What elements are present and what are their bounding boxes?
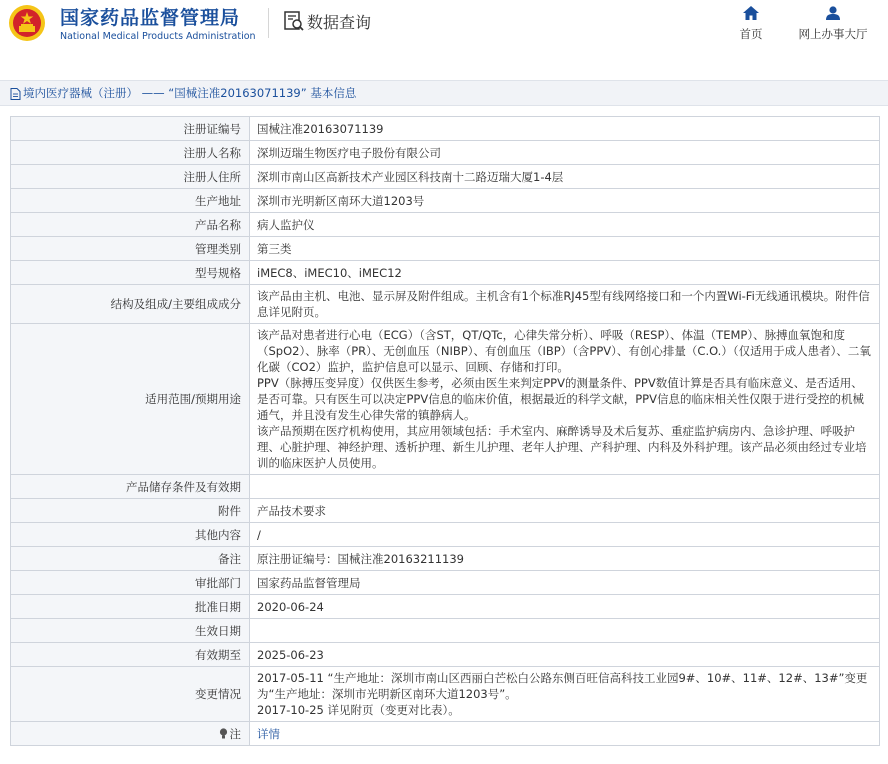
table-row [11, 117, 880, 141]
field-label-cell [11, 523, 250, 547]
field-label: 批准日期 [195, 599, 241, 614]
field-label: 附件 [218, 503, 241, 518]
table-row [11, 213, 880, 237]
home-icon [743, 6, 759, 20]
field-label-cell [11, 285, 250, 324]
field-label-cell [11, 117, 250, 141]
field-value-cell [250, 261, 880, 285]
field-value-paragraph: 该产品预期在医疗机构使用，其应用领域包括：手术室内、麻醉诱导及术后复苏、重症监护病房内、急诊护理、呼吸护理、心脏护理、神经护理、透析护理、新生儿护理、老年人护理、产科护理、内科及外科护理。该产品必须由经过专业培训的临床医护人员使用。 [257, 424, 867, 470]
site-logo-subtitle: National Medical Products Administration [60, 31, 256, 42]
table-row [11, 722, 880, 746]
field-label-cell [11, 595, 250, 619]
breadcrumb-text: 境内医疗器械（注册） —— “国械注准20163071139” 基本信息 [23, 86, 357, 100]
field-label: 适用范围/预期用途 [145, 392, 241, 406]
field-label: 审批部门 [195, 575, 241, 590]
field-label-cell [11, 475, 250, 499]
field-value-cell [250, 523, 880, 547]
field-value-cell [250, 165, 880, 189]
field-label-cell [11, 667, 250, 722]
field-value-cell [250, 475, 880, 499]
table-row [11, 189, 880, 213]
field-label: 备注 [218, 551, 241, 566]
field-value-paragraph: 2017-10-25 详见附页（变更对比表）。 [257, 703, 460, 717]
field-label-cell [11, 722, 250, 746]
field-value: iMEC8、iMEC10、iMEC12 [257, 265, 402, 280]
field-label: 结构及组成/主要组成成分 [110, 297, 241, 311]
field-label: 有效期至 [195, 647, 241, 662]
field-value: 原注册证编号：国械注准20163211139 [257, 551, 464, 566]
field-value-paragraph: 该产品对患者进行心电（ECG）（含ST，QT/QTc，心律失常分析）、呼吸（RESP）、体温（TEMP）、脉搏血氧饱和度（SpO2）、脉率（PR）、无创血压（NIBP）、有创血压（IBP）（含PPV）、有创心排量（C.O.）（仅适用于成人患者）、二氧化碳（CO2）监护，监护信息可以显示、回顾、存储和打印。 [257, 328, 871, 374]
field-label: 型号规格 [195, 265, 241, 280]
field-label-cell [11, 619, 250, 643]
table-row [11, 324, 880, 475]
field-value-cell [250, 643, 880, 667]
field-value: 2025-06-23 [257, 647, 324, 662]
field-value-cell [250, 722, 880, 746]
field-label-cell [11, 237, 250, 261]
lightbulb-icon [219, 728, 228, 739]
table-row [11, 237, 880, 261]
field-label-cell [11, 547, 250, 571]
field-label: 变更情况 [195, 687, 241, 701]
field-value: 深圳市南山区高新技术产业园区科技南十二路迈瑞大厦1-4层 [257, 169, 564, 184]
field-value: 该产品由主机、电池、显示屏及附件组成。主机含有1个标准RJ45型有线网络接口和一个内置Wi-Fi无线通讯模块。附件信息详见附页。 [257, 289, 870, 319]
field-label-cell [11, 324, 250, 475]
field-value-cell [250, 667, 880, 722]
field-label-cell [11, 499, 250, 523]
nav-home[interactable] [738, 6, 764, 42]
field-value-cell [250, 117, 880, 141]
table-row [11, 571, 880, 595]
national-emblem-icon [8, 4, 46, 42]
field-value-cell [250, 547, 880, 571]
field-label: 注册证编号 [183, 121, 241, 136]
field-value-cell [250, 595, 880, 619]
table-row [11, 499, 880, 523]
user-icon [825, 6, 841, 20]
field-label: 产品名称 [195, 217, 241, 232]
field-value-cell [250, 499, 880, 523]
field-value-cell [250, 189, 880, 213]
nav-online-office-label: 网上办事大厅 [798, 27, 868, 41]
field-label: 管理类别 [195, 241, 241, 256]
field-value: 第三类 [257, 241, 292, 256]
field-label-cell [11, 189, 250, 213]
data-search-icon [283, 10, 305, 32]
details-link[interactable]: 详情 [257, 726, 280, 741]
table-row [11, 475, 880, 499]
document-icon [10, 88, 21, 100]
field-value: 深圳市光明新区南环大道1203号 [257, 193, 425, 208]
field-label-cell [11, 165, 250, 189]
field-value: 2020-06-24 [257, 599, 324, 614]
field-label: 注册人住所 [183, 169, 241, 184]
field-value-cell [250, 571, 880, 595]
nav-home-label: 首页 [739, 27, 763, 41]
field-value: 国械注准20163071139 [257, 121, 384, 136]
site-header [0, 0, 888, 66]
section-title: 数据查询 [307, 13, 372, 32]
field-value: 国家药品监督管理局 [257, 575, 361, 590]
field-label: 生效日期 [195, 623, 241, 638]
field-value: / [257, 527, 261, 542]
field-value-cell [250, 619, 880, 643]
table-row [11, 619, 880, 643]
table-row [11, 547, 880, 571]
field-label-cell [11, 571, 250, 595]
field-label: 注 [229, 726, 241, 741]
field-value-paragraph: 2017-05-11 “生产地址：深圳市南山区西丽白芒松白公路东侧百旺信高科技工业园9#、10#、11#、12#、13#”变更为“生产地址：深圳市光明新区南环大道1203号”。 [257, 671, 868, 701]
table-row [11, 667, 880, 722]
field-value-cell [250, 285, 880, 324]
table-row [11, 523, 880, 547]
field-value: 产品技术要求 [257, 503, 326, 518]
table-row [11, 165, 880, 189]
nav-online-office[interactable] [794, 6, 872, 42]
field-label-cell [11, 643, 250, 667]
field-value-cell [250, 141, 880, 165]
table-row [11, 285, 880, 324]
field-label-cell [11, 141, 250, 165]
detail-table [10, 116, 880, 746]
table-row [11, 643, 880, 667]
field-label: 其他内容 [195, 527, 241, 542]
table-row [11, 595, 880, 619]
field-label-cell [11, 261, 250, 285]
field-label-cell [11, 213, 250, 237]
field-label: 产品储存条件及有效期 [126, 479, 241, 494]
breadcrumb [0, 80, 888, 106]
field-label: 生产地址 [195, 193, 241, 208]
site-logo-title: 国家药品监督管理局 [60, 7, 241, 29]
detail-table-container [10, 116, 880, 746]
table-row [11, 261, 880, 285]
table-row [11, 141, 880, 165]
field-label: 注册人名称 [183, 145, 241, 160]
field-value: 病人监护仪 [257, 217, 315, 232]
field-value-paragraph: PPV（脉搏压变异度）仅供医生参考，必须由医生来判定PPV的测量条件、PPV数值计算是否具有临床意义、是否适用、是否可靠。只有医生可以决定PPV信息的临床价值，根据最近的科学文献，PPV信息的临床相关性仅限于进行受控的机械通气，并且没有发生心律失常的镇静病人。 [257, 376, 864, 422]
field-value: 深圳迈瑞生物医疗电子股份有限公司 [257, 145, 441, 160]
header-divider [268, 8, 269, 38]
field-value-cell [250, 237, 880, 261]
field-value-cell [250, 213, 880, 237]
field-value-cell [250, 324, 880, 475]
